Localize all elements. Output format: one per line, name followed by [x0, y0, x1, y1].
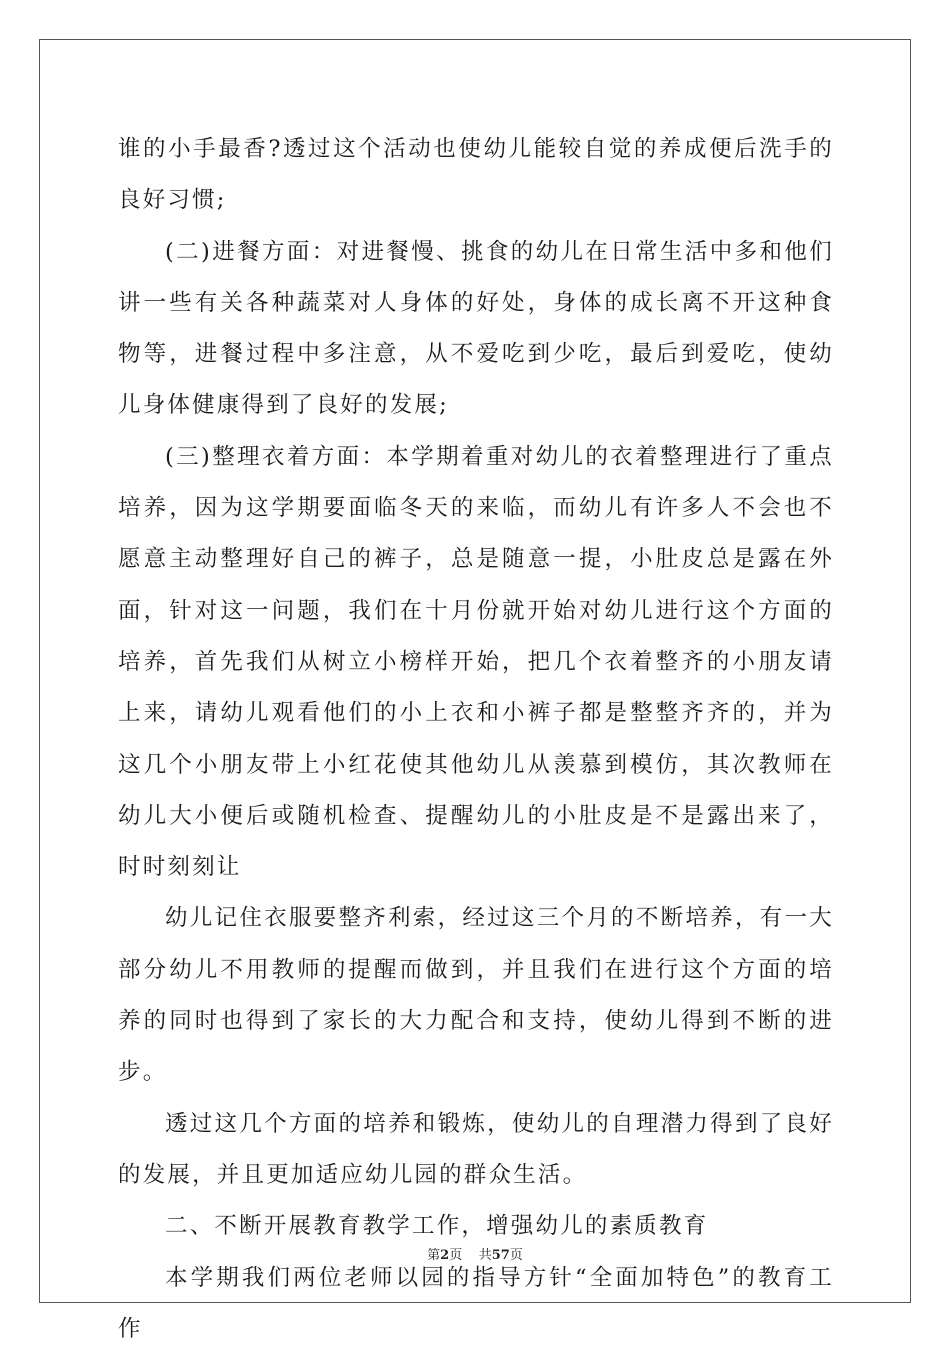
paragraph-1: 谁的小手最香?透过这个活动也使幼儿能较自觉的养成便后洗手的良好习惯;	[118, 136, 834, 214]
footer-page-number: 2	[440, 1248, 450, 1263]
paragraph-6: 本学期我们两位老师以园的指导方针“全面加特色”的教育工作	[118, 1264, 834, 1342]
footer-total-pages: 57	[491, 1248, 510, 1263]
page-footer	[0, 1247, 950, 1265]
section-heading: 二、不断开展教育教学工作，增强幼儿的素质教育	[165, 1213, 709, 1240]
document-body	[118, 124, 834, 1355]
footer-total-suffix: 页	[509, 1248, 523, 1263]
footer-page-prefix: 第	[427, 1248, 441, 1263]
paragraph-4: 幼儿记住衣服要整齐利索，经过这三个月的不断培养，有一大部分幼儿不用教师的提醒而做到，并且我们在进行这个方面的培养的同时也得到了家长的大力配合和支持，使幼儿得到不断的进步。	[118, 905, 834, 1086]
footer-page-suffix: 页	[449, 1248, 463, 1263]
footer-total-prefix: 共	[478, 1248, 492, 1263]
paragraph-3: (三)整理衣着方面：本学期着重对幼儿的衣着整理进行了重点培养，因为这学期要面临冬天的来临，而幼儿有许多人不会也不愿意主动整理好自己的裤子，总是随意一提，小肚皮总是露在外面，针对这一问题，我们在十月份就开始对幼儿进行这个方面的培养，首先我们从树立小榜样开始，把几个衣着整齐的小朋友请上来，请幼儿观看他们的小上衣和小裤子都是整整齐齐的，并为这几个小朋友带上小红花使其他幼儿从羡慕到模仿，其次教师在幼儿大小便后或随机检查、提醒幼儿的小肚皮是不是露出来了，时时刻刻让	[118, 443, 834, 881]
paragraph-5: 透过这几个方面的培养和锻炼，使幼儿的自理潜力得到了良好的发展，并且更加适应幼儿园的群众生活。	[118, 1110, 834, 1188]
paragraph-2: (二)进餐方面：对进餐慢、挑食的幼儿在日常生活中多和他们讲一些有关各种蔬菜对人身体的好处，身体的成长离不开这种食物等，进餐过程中多注意，从不爱吃到少吃，最后到爱吃，使幼儿身体健康得到了良好的发展;	[118, 238, 834, 419]
